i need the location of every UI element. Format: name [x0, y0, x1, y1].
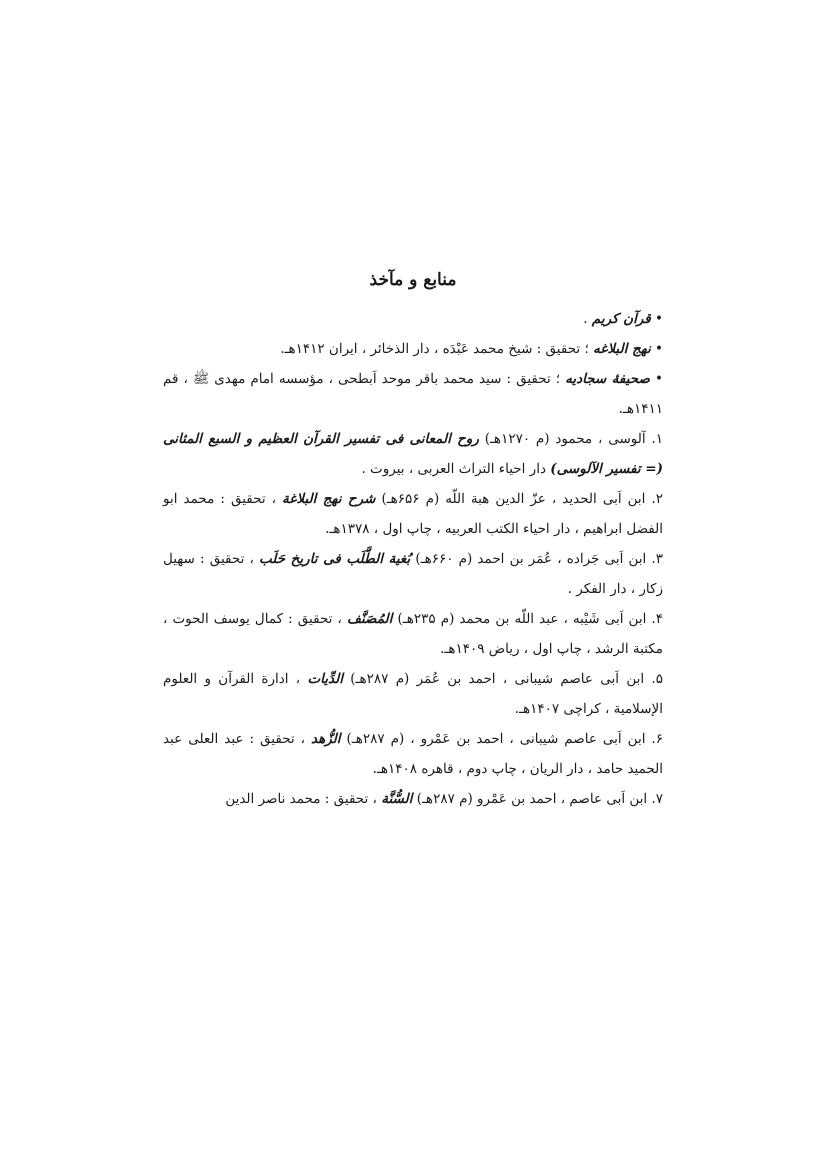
entry-prefix: ۲. ابن اَبی الحدید ، عزّ الدین هبة اللّه (م ۶۵۶هـ)	[375, 491, 664, 507]
entry-work-title: نهج البلاغه	[593, 341, 651, 357]
entry-prefix: ۶. ابن اَبی عاصم شیبانی ، احمد بن عَمْرو ، (م ۲۸۷هـ)	[340, 731, 663, 747]
entry-details: ، تحقیق : محمد ناصر الدین	[225, 791, 382, 807]
entry-work-title: الزُّهد	[311, 731, 341, 747]
entry-prefix: •	[650, 371, 663, 387]
entry-prefix: ۴. ابن اَبی شَیْبه ، عبد اللّه بن محمد (م ۲۳۵هـ)	[392, 611, 663, 627]
bibliography-entry	[163, 424, 663, 484]
bibliography-page	[163, 270, 663, 814]
entry-details: ، تحقیق : کمال یوسف الحوت ، مکتبة الرشد ، چاپ اول ، ریاض ۱۴۰۹هـ.	[163, 611, 663, 657]
bibliography-entry	[163, 484, 663, 544]
page-title: منابع و مآخذ	[369, 270, 457, 290]
entry-details: ؛ تحقیق : شیخ محمد عَبْدَه ، دار الذخائر ، ایران ۱۴۱۲هـ.	[280, 341, 594, 357]
entry-work-title: صحیفهٔ سجادیه	[565, 371, 650, 387]
entry-work-title: المُصَنَّف	[346, 611, 393, 627]
entry-work-title: قرآن کریم	[591, 311, 651, 327]
entry-prefix: ۱. آلوسی ، محمود (م ۱۲۷۰هـ)	[478, 431, 664, 447]
entry-work-title: الدِّیات	[307, 671, 343, 687]
bibliography-entry	[163, 664, 663, 724]
bibliography-entry	[163, 364, 663, 424]
entry-prefix: ۵. ابن اَبی عاصم شیبانی ، احمد بن عُمَر (م ۲۸۷هـ)	[342, 671, 663, 687]
entry-prefix: •	[650, 311, 663, 327]
entry-work-title: السُّنَّة	[381, 791, 413, 807]
entry-work-title: شرح نهج البلاغة	[282, 491, 376, 507]
bibliography-entry	[163, 544, 663, 604]
entry-prefix: ۳. ابن اَبی جَراده ، عُمَر بن احمد (م ۶۶۰هـ)	[410, 551, 663, 567]
bibliography-entry	[163, 784, 663, 814]
bibliography-entry	[163, 604, 663, 664]
entry-details: دار احیاء التراث العربی ، بیروت .	[361, 461, 551, 477]
entry-details: ، تحقیق : محمد ابو الفضل ابراهیم ، دار احیاء الکتب العربیه ، چاپ اول ، ۱۳۷۸هـ.	[163, 491, 663, 537]
bibliography-entry	[163, 304, 663, 334]
bibliography-entry	[163, 724, 663, 784]
entry-prefix: ۷. ابن اَبی عاصم ، احمد بن عَمْرو (م ۲۸۷هـ)	[412, 791, 663, 807]
entry-details: ، ادارة القرآن و العلوم الإسلامیة ، کراچی ۱۴۰۷هـ.	[163, 671, 663, 717]
entry-details: ، تحقیق : عبد العلی عبد الحمید حامد ، دار الریان ، چاپ دوم ، قاهره ۱۴۰۸هـ.	[163, 731, 663, 777]
entry-details: ، تحقیق : سهیل زکار ، دار الفکر .	[163, 551, 663, 597]
entry-work-title: بُغیة الطَّلَب فی تاریخ حَلَب	[259, 551, 411, 567]
entry-details: .	[583, 311, 592, 327]
bibliography-list	[163, 304, 663, 814]
bibliography-entry	[163, 334, 663, 364]
entry-work-title: روح المعانی فی تفسیر القرآن العظیم و السبع المثانی (= تفسیر الآلوسی)	[163, 431, 663, 477]
entry-prefix: •	[650, 341, 663, 357]
entry-details: ؛ تحقیق : سید محمد باقر موحد اَبطحی ، مؤسسه امام مهدی ﷺ ، قم ۱۴۱۱هـ.	[163, 371, 663, 417]
